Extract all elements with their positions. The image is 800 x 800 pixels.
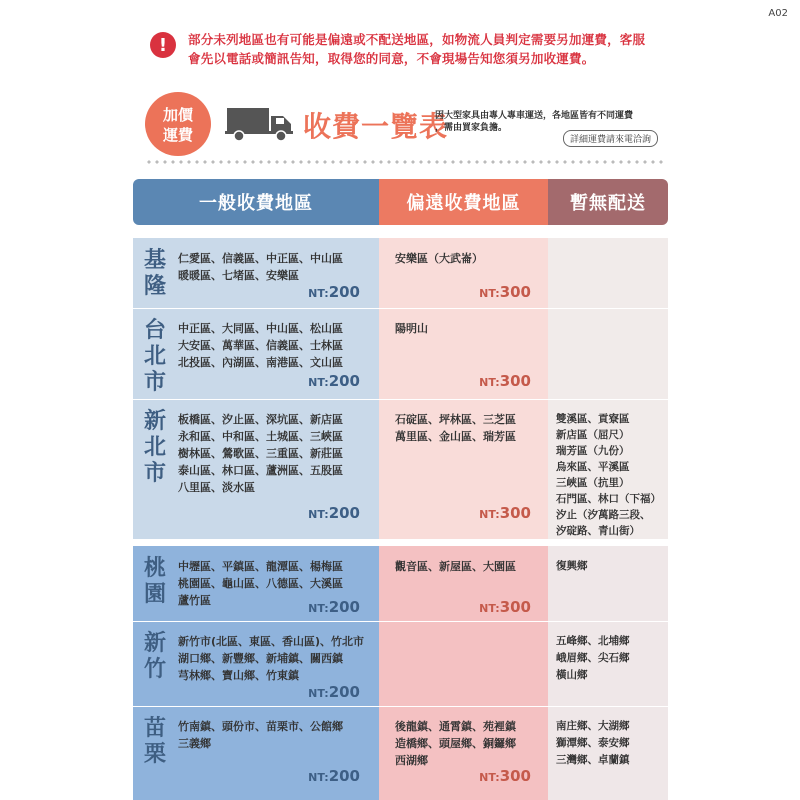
remote-price: NT:300 [479, 283, 531, 301]
general-price: NT:200 [308, 504, 360, 522]
no-delivery-districts: 五峰鄉、北埔鄉 峨眉鄉、尖石鄉 橫山鄉 [556, 635, 630, 681]
page-code: A02 [768, 8, 788, 19]
no-delivery-districts: 南庄鄉、大湖鄉 獅潭鄉、泰安鄉 三灣鄉、卓蘭鎮 [556, 720, 630, 766]
general-price: NT:200 [308, 372, 360, 390]
remote-districts: 石碇區、坪林區、三芝區 萬里區、金山區、瑞芳區 [395, 413, 516, 443]
remote-price: NT:300 [479, 767, 531, 785]
region-row-hsinchu [133, 621, 668, 706]
column-header-no-delivery: 暫無配送 [548, 179, 668, 225]
page-title: 收費一覽表 [303, 110, 449, 143]
general-price: NT:200 [308, 767, 360, 785]
contact-note: 詳細運費請來電洽詢 [563, 130, 658, 147]
general-districts: 仁愛區、信義區、中正區、中山區 暖暖區、七堵區、安樂區 [178, 252, 343, 282]
region-name: 基 隆 [143, 248, 166, 299]
remote-price: NT:300 [479, 372, 531, 390]
notice-text: 部分未列地區也有可能是偏遠或不配送地區，如物流人員判定需要另加運費，客服 會先以電話或簡訊告知，取得您的同意，不會現場告知您須另加收運費。 [188, 32, 646, 66]
general-districts: 新竹市(北區、東區、香山區)、竹北市 湖口鄉、新豐鄉、新埔鎮、關西鎮 芎林鄉、寶山鄉、竹東鎮 [178, 635, 365, 682]
region-name: 桃 園 [143, 556, 166, 607]
remote-price: NT:300 [479, 598, 531, 616]
no-delivery-districts: 雙溪區、貢寮區 新店區（屈尺） 瑞芳區（九份） 烏來區、平溪區 三峽區（抗里） 石門區、林口（下福） 汐止（汐萬路三段、 汐碇路、青山街） [556, 413, 661, 537]
general-districts: 中正區、大同區、中山區、松山區 大安區、萬華區、信義區、士林區 北投區、內湖區、南港區、文山區 [178, 322, 343, 369]
region-row-miaoli [133, 706, 668, 800]
region-row-new-taipei [133, 399, 668, 539]
general-districts: 中壢區、平鎮區、龍潭區、楊梅區 桃園區、龜山區、八德區、大溪區 蘆竹區 [178, 560, 343, 607]
remote-districts: 觀音區、新屋區、大園區 [395, 560, 516, 573]
exclamation-icon: ! [150, 32, 176, 58]
region-name: 新 竹 [143, 631, 166, 682]
remote-districts: 安樂區（大武崙） [395, 252, 483, 265]
remote-price: NT:300 [479, 504, 531, 522]
description-line: ，需由買家負擔。 [435, 123, 508, 133]
region-name: 苗 栗 [143, 716, 166, 767]
general-price: NT:200 [308, 598, 360, 616]
no-delivery-districts: 復興鄉 [556, 560, 588, 572]
remote-districts: 陽明山 [395, 322, 428, 335]
truck-icon [225, 104, 295, 142]
column-header-remote: 偏遠收費地區 [379, 179, 548, 225]
general-districts: 竹南鎮、頭份市、苗栗市、公館鄉 三義鄉 [178, 720, 343, 750]
region-row-taipei [133, 308, 668, 399]
region-row-taoyuan [133, 546, 668, 621]
remote-districts: 後龍鎮、通霄鎮、苑裡鎮 造橋鄉、頭屋鄉、銅鑼鄉 西湖鄉 [395, 720, 516, 767]
surcharge-badge: 加價 運費 [145, 92, 211, 156]
notice-banner [150, 30, 670, 68]
general-price: NT:200 [308, 683, 360, 701]
region-name: 新 北 市 [143, 409, 166, 486]
region-row-keelung [133, 238, 668, 308]
dotted-divider [145, 160, 665, 164]
header [145, 92, 665, 162]
description-line: 因大型家具由專人專車運送，各地區皆有不同運費 [435, 111, 634, 121]
general-price: NT:200 [308, 283, 360, 301]
region-name: 台 北 市 [143, 318, 166, 395]
general-districts: 板橋區、汐止區、深坑區、新店區 永和區、中和區、土城區、三峽區 樹林區、鶯歌區、三重區、新莊區 泰山區、林口區、蘆洲區、五股區 八里區、淡水區 [178, 413, 343, 494]
column-header-general: 一般收費地區 [133, 179, 379, 225]
